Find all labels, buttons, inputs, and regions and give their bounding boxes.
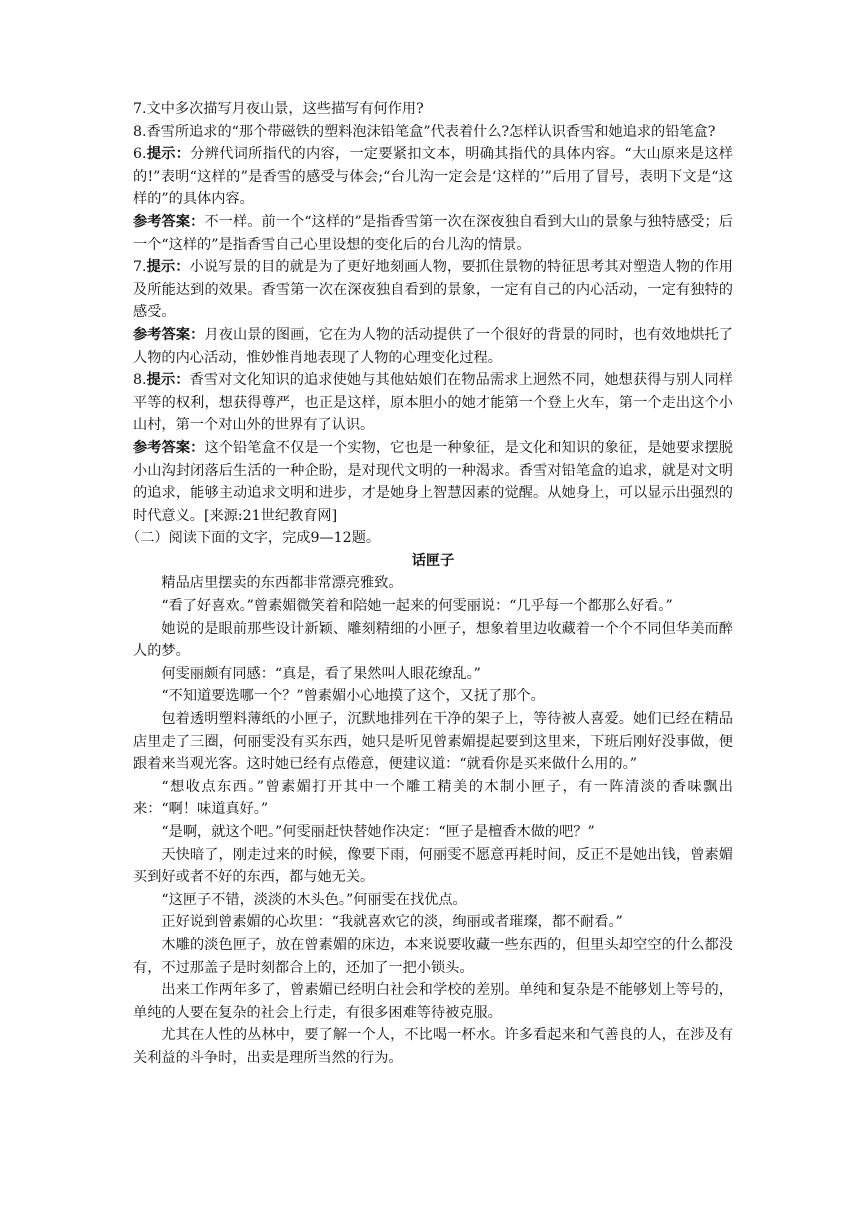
story-paragraph: “想收点东西。”曾素媚打开其中一个雕工精美的木制小匣子，有一阵清淡的香味飘出来：“啊！味道真好。”	[133, 778, 733, 818]
question-7: 7.文中多次描写月夜山景，这些描写有何作用?	[133, 101, 424, 117]
story-paragraph: 木雕的淡色匣子，放在曾素媚的床边，本来说要收藏一些东西的，但里头却空空的什么都没有，不过那盖子是时刻都合上的，还加了一把小锁头。	[133, 936, 733, 976]
story-paragraph: 包着透明塑料薄纸的小匣子，沉默地排列在干净的架子上，等待被人喜爱。她们已经在精品店里走了三圈，何丽雯没有买东西，她只是听见曾素媚提起要到这里来，下班后刚好没事做，便跟着来当观光客。这时她已经有点倦意，便建议道：“就看你是买来做什么用的。”	[133, 711, 733, 773]
hint-label: 提示：	[146, 372, 190, 389]
answer-8: 参考答案：这个铅笔盒不仅是一个实物，它也是一种象征，是文化和知识的象征，是她要求摆脱小山沟封闭落后生活的一种企盼，是对现代文明的一种渴求。香雪对铅笔盒的追求，就是对文明的追求，能够主动追求文明和进步，才是她身上智慧因素的觉醒。从她身上，可以显示出强烈的时代意义。[来源:21世纪教育网]	[133, 439, 733, 524]
story-title: 话匣子	[411, 552, 455, 569]
answer-label: 参考答案：	[133, 213, 205, 230]
story-paragraph: 何雯丽颇有同感：“真是，看了果然叫人眼花缭乱。”	[161, 665, 481, 682]
story-paragraph: “看了好喜欢。”曾素媚微笑着和陪她一起来的何雯丽说：“几乎每一个都那么好看。”	[161, 598, 673, 615]
story-paragraph: 她说的是眼前那些设计新颖、雕刻精细的小匣子，想象着里边收藏着一个个不同但华美而醉人的梦。	[133, 620, 733, 660]
hint-label: 提示：	[146, 259, 190, 276]
answer-7: 参考答案：月夜山景的图画，它在为人物的活动提供了一个很好的背景的同时，也有效地烘托了人物的内心活动，惟妙惟肖地表现了人物的心理变化过程。	[133, 326, 733, 366]
story-paragraph: 尤其在人性的丛林中，要了解一个人，不比喝一杯水。许多看起来和气善良的人，在涉及有关利益的斗争时，出卖是理所当然的行为。	[133, 1027, 733, 1066]
hint-label: 提示：	[146, 146, 191, 163]
answer-6: 参考答案：不一样。前一个“这样的”是指香雪第一次在深夜独自看到大山的景象与独特感受；后一个“这样的”是指香雪自己心里设想的变化后的台儿沟的情景。	[133, 213, 733, 253]
hint-7: 7.提示：小说写景的目的就是为了更好地刻画人物，要抓住景物的特征思考其对塑造人物的作用及所能达到的效果。香雪第一次在深夜独自看到的景象，一定有自己的内心活动，一定有独特的感受。	[133, 259, 733, 321]
story-paragraph: “这匣子不错，淡淡的木头色。”何丽雯在找优点。	[161, 891, 467, 908]
answer-label: 参考答案：	[133, 326, 205, 343]
hint-6: 6.提示：分辨代词所指代的内容，一定要紧扣文本，明确其指代的具体内容。“大山原来是这样的!”表明“这样的”是香雪的感受与体会;“台儿沟一定会是‘这样的’”后用了冒号，表明下文是“这样的”的具体内容。	[133, 146, 733, 208]
story-paragraph: “是啊，就这个吧。”何雯丽赶快替她作决定：“匣子是檀香木做的吧？”	[161, 824, 595, 840]
question-8: 8.香雪所追求的“那个带磁铁的塑料泡沫铅笔盒”代表着什么?怎样认识香雪和她追求的铅笔盒?	[133, 123, 716, 140]
hint-8: 8.提示：香雪对文化知识的追求使她与其他姑娘们在物品需求上迥然不同，她想获得与别人同样平等的权利，想获得尊严，也正是这样，原本胆小的她才能第一个登上火车，第一个走出这个小山村，第一个对山外的世界有了认识。	[133, 372, 733, 434]
story-paragraph: 精品店里摆卖的东西都非常漂亮雅致。	[161, 575, 403, 592]
document-page	[126, 98, 733, 1070]
story-paragraph: 出来工作两年多了，曾素媚已经明白社会和学校的差别。单纯和复杂是不能够划上等号的，单纯的人要在复杂的社会上行走，有很多困难等待被克服。	[133, 982, 733, 1021]
story-paragraph: 天快暗了，刚走过来的时候，像要下雨，何丽雯不愿意再耗时间，反正不是她出钱，曾素媚买到好或者不好的东西，都与她无关。	[133, 846, 733, 886]
section-instruction: （二）阅读下面的文字，完成9—12题。	[126, 530, 381, 547]
story-paragraph: 正好说到曾素媚的心坎里：“我就喜欢它的淡，绚丽或者璀璨，都不耐看。”	[161, 914, 623, 931]
story-paragraph: “不知道要选哪一个？”曾素媚小心地摸了这个，又抚了那个。	[161, 688, 545, 705]
answer-label: 参考答案：	[133, 439, 205, 456]
